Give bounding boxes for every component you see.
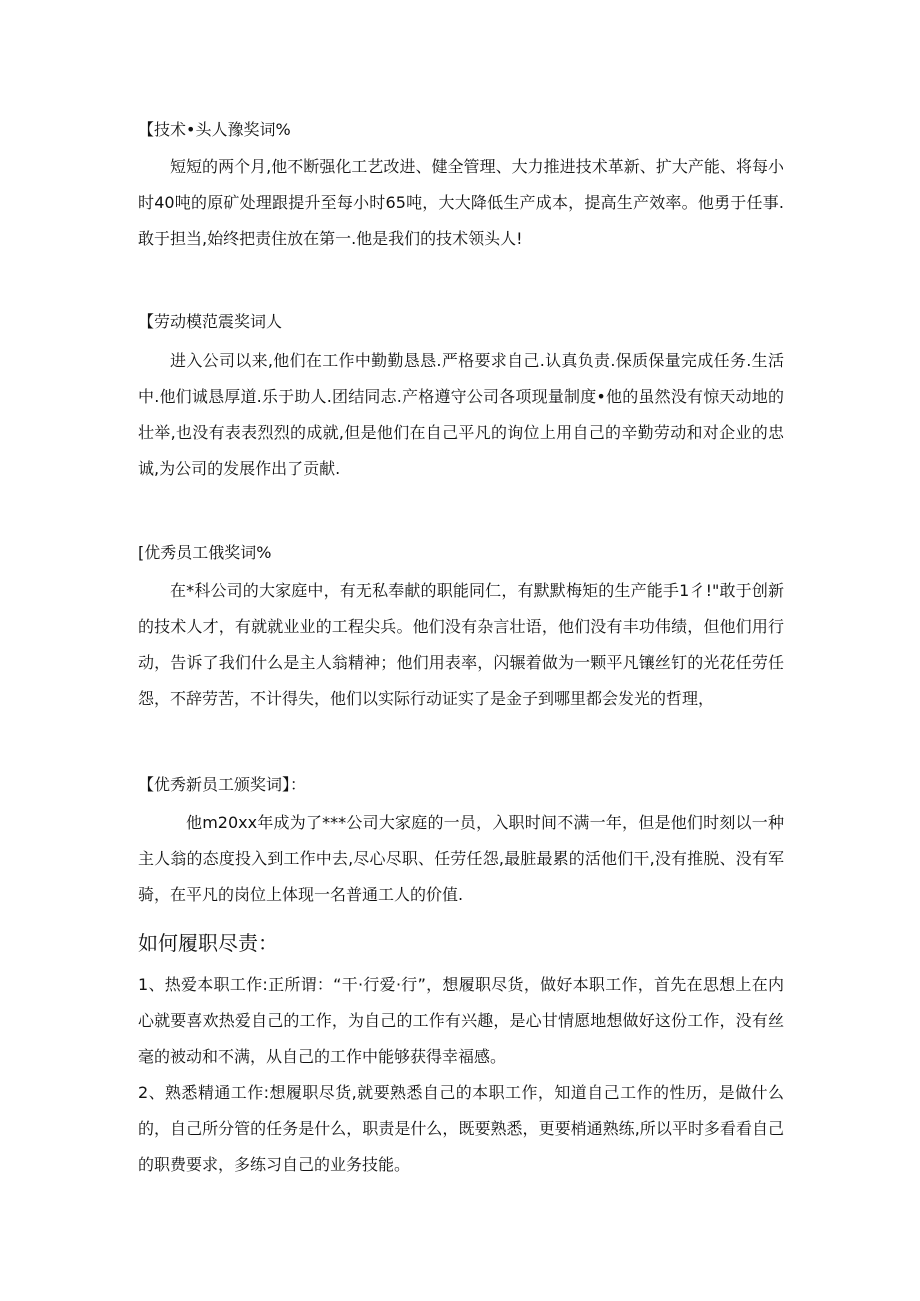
- section-heading-labor-model: 【劳动模范震奖词人: [138, 312, 283, 331]
- duty-section-title: 如何履职尽责：: [138, 931, 278, 955]
- section-body-excellent-employee: 在*科公司的大家庭中，有无私奉献的职能同仁，有默默梅矩的生产能手1彳!"敢于创新的技术人才，有就就业业的工程尖兵。他们没有杂言壮语，他们没有丰功伟绩，但他们用行动，告诉了我们什么是主人翁精神；他们用表率，闪辗着做为一颗平凡镶丝钉的光花任劳任怨，不辞劳苦，不计得失，他们以实际行动证实了是金子到哪里都会发光的哲理，: [138, 581, 784, 708]
- section-heading-tech-leader: 【技术•头人豫奖词%: [138, 120, 291, 139]
- section-body-labor-model: 进入公司以来,他们在工作中勤勤恳恳.严格要求自己.认真负责.保质保量完成任务.生活中.他们诚恳厚道.乐于助人.团结同志.产格遵守公司各项现量制度•他的虽然没有惊天动地的壮举,也没有表表烈烈的成就,但是他们在自己平凡的询位上用自己的辛勤劳动和对企业的忠诚,为公司的发展作出了贡献.: [138, 351, 784, 478]
- section-body-tech-leader: 短短的两个月,他不断强化工艺改进、健全管理、大力推进技术革新、扩大产能、将每小时40吨的原矿处理跟提升至每小时65吨，大大降低生产成本，提高生产效率。他勇于任事.敢于担当,始终把责住放在第一.他是我们的技术领头人!: [138, 157, 784, 248]
- duty-item-1: 1、热爱本职工作:正所谓：“干·行爱·行”，想履职尽货，做好本职工作，首先在思想上在内心就要喜欢热爱自己的工作，为自己的工作有兴趣，是心甘情愿地想做好这份工作，没有丝毫的被动和不满，从自己的工作中能够获得幸福感。: [138, 975, 784, 1066]
- duty-item-2: 2、熟悉精通工作:想履职尽货,就要熟悉自己的本职工作，知道自己工作的性历，是做什么的，自己所分管的任务是什么，职责是什么，既要熟悉，更要梢通熟练,所以平时多看看自己的职费要求，多练习自己的业务技能。: [138, 1083, 784, 1174]
- section-body-new-employee: 他m20xx年成为了***公司大家庭的一员，入职时间不满一年，但是他们时刻以一种主人翁的态度投入到工作中去,尽心尽职、任劳任怨,最脏最累的活他们干,没有推脱、没有军骑，在平凡的岗位上体现一名普通工人的价值.: [138, 813, 784, 904]
- section-heading-excellent-employee: [优秀员工俄奖词%: [138, 543, 272, 562]
- section-heading-new-employee: 【优秀新员工颁奖词】：: [138, 775, 307, 794]
